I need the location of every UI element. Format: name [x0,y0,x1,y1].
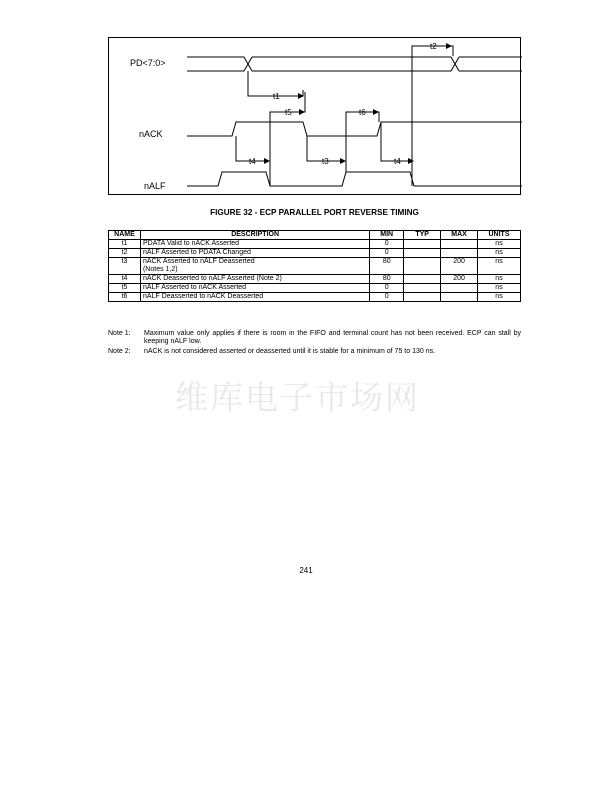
timing-label-t1: t1 [273,92,280,101]
cell-max [441,240,478,249]
cell-description-line1: nACK Asserted to nALF Deasserted [142,258,255,265]
cell-typ [404,240,441,249]
timing-label-t4-second: t4 [394,157,401,166]
timing-label-t2: t2 [430,42,437,51]
cell-description: nACK Deasserted to nALF Asserted (Note 2) [140,275,369,284]
cell-min: 80 [370,275,404,284]
cell-description: PDATA Valid to nACK Asserted [140,240,369,249]
signal-label-nalf: nALF [144,181,166,191]
table-row [109,284,521,293]
cell-typ [404,284,441,293]
table-row [109,275,521,284]
nalf-waveform [187,172,522,186]
figure-caption: FIGURE 32 - ECP PARALLEL PORT REVERSE TIMING [210,208,419,217]
timing-label-t4-first: t4 [249,157,256,166]
notes-section [108,330,521,358]
cell-typ [404,293,441,302]
table-header-row [109,231,521,240]
note-label: Note 2: [108,348,131,355]
cell-name: t6 [109,293,141,302]
cell-typ [404,249,441,258]
signal-label-nack: nACK [139,129,163,139]
nack-waveform [187,122,522,136]
cell-max: 200 [441,275,478,284]
cell-description-line2: (Notes 1,2) [142,266,178,273]
col-header-typ: TYP [404,231,441,240]
cell-min: 0 [370,249,404,258]
timing-diagram-svg [109,38,522,196]
timing-table [108,230,521,302]
table-row [109,293,521,302]
table-row [109,240,521,249]
cell-units: ns [478,240,521,249]
watermark: 维库电子市场网 [175,378,420,417]
cell-max [441,284,478,293]
note-1 [108,330,521,346]
table-row [109,249,521,258]
cell-description: nALF Deasserted to nACK Deasserted [140,293,369,302]
cell-name: t1 [109,240,141,249]
cell-min: 0 [370,240,404,249]
timing-label-t6: t6 [359,108,366,117]
cell-units: ns [478,284,521,293]
cell-description: nALF Asserted to nACK Asserted [140,284,369,293]
cell-units: ns [478,258,521,275]
col-header-name: NAME [109,231,141,240]
timing-label-t3: t3 [322,157,329,166]
timing-markers [236,46,453,186]
cell-description: nALF Asserted to PDATA Changed [140,249,369,258]
cell-max [441,249,478,258]
col-header-max: MAX [441,231,478,240]
page-number: 241 [299,566,313,575]
timing-diagram [108,37,521,195]
cell-description [140,258,369,275]
cell-min: 0 [370,293,404,302]
cell-units: ns [478,293,521,302]
cell-max [441,293,478,302]
cell-max: 200 [441,258,478,275]
cell-name: t4 [109,275,141,284]
cell-typ [404,275,441,284]
cell-name: t2 [109,249,141,258]
cell-units: ns [478,275,521,284]
col-header-min: MIN [370,231,404,240]
note-text: nACK is not considered asserted or deasserted until it is stable for a minimum of 75 to 130 ns. [144,348,436,355]
cell-name: t3 [109,258,141,275]
note-label: Note 1: [108,330,131,337]
cell-units: ns [478,249,521,258]
timing-label-t5: t5 [285,108,292,117]
note-text: Maximum value only applies if there is room in the FIFO and terminal count has not been received. ECP can stall by keeping nALF low. [144,330,521,345]
cell-min: 80 [370,258,404,275]
cell-typ [404,258,441,275]
col-header-description: DESCRIPTION [140,231,369,240]
signal-label-pd: PD<7:0> [130,58,166,68]
cell-min: 0 [370,284,404,293]
cell-name: t5 [109,284,141,293]
pd-bus-waveform [187,57,522,71]
table-row [109,258,521,275]
note-2 [108,348,521,356]
col-header-units: UNITS [478,231,521,240]
